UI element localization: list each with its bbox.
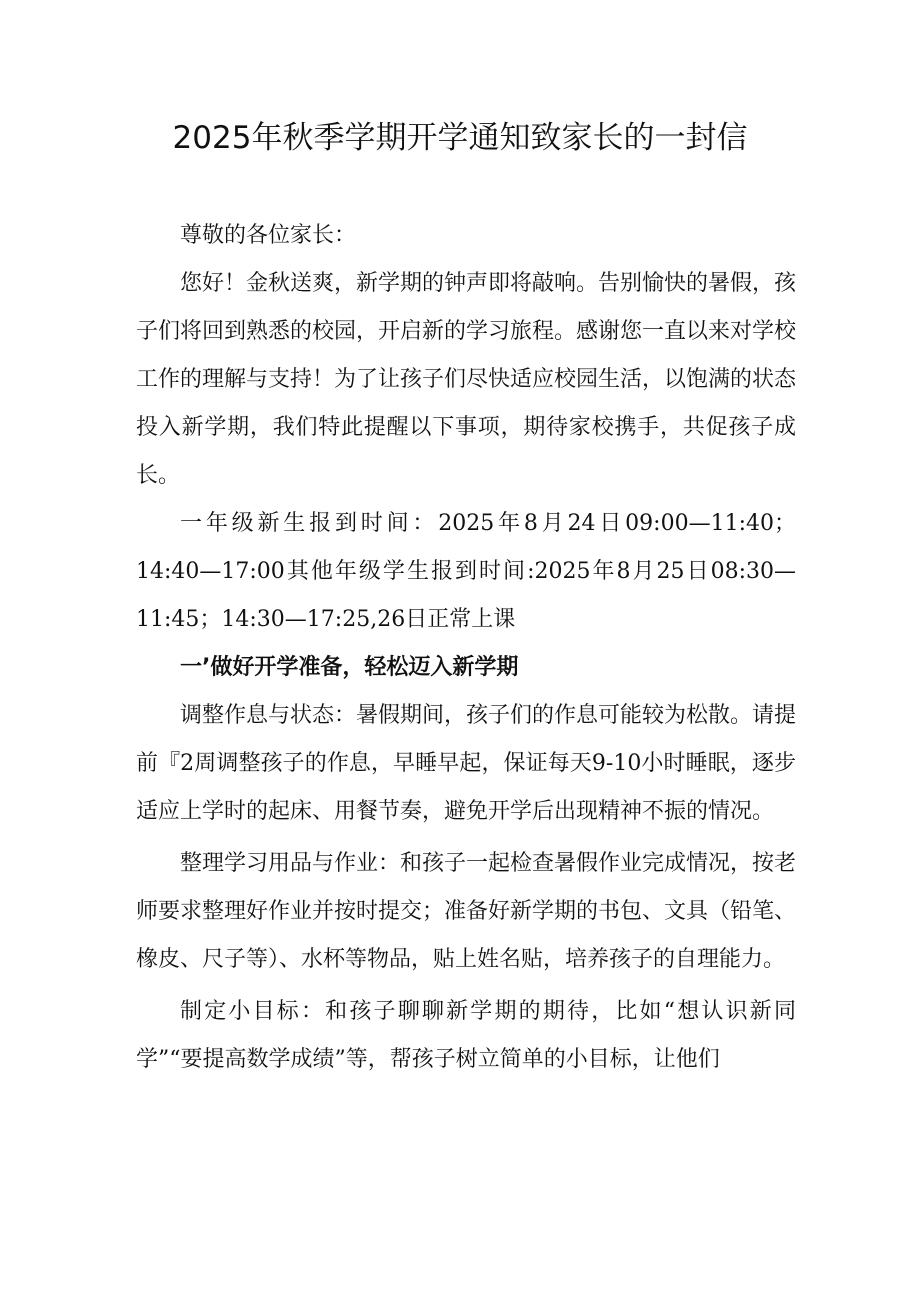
paragraph-supplies: 整理学习用品与作业：和孩子一起检查暑假作业完成情况，按老师要求整理好作业并按时提交；准备好新学期的书包、文具（铅笔、橡皮、尺子等）、水杯等物品，贴上姓名贴，培养孩子的自理能力。 <box>136 851 797 972</box>
salutation: 尊敬的各位家长： <box>180 223 357 248</box>
section-heading-1: 一’做好开学准备，轻松迈入新学期 <box>180 655 519 680</box>
document-title: 2025年秋季学期开学通知致家长的一封信 <box>172 120 748 156</box>
paragraph-greeting: 您好！金秋送爽，新学期的钟声即将敲响。告别愉快的暑假，孩子们将回到熟悉的校园，开启新的学习旅程。感谢您一直以来对学校工作的理解与支持！为了让孩子们尽快适应校园生活，以饱满的状态投入新学期，我们特此提醒以下事项，期待家校携手，共促孩子成长。 <box>136 271 797 488</box>
paragraph-goals: 制定小目标：和孩子聊聊新学期的期待，比如“想认识新同学”“要提高数学成绩”等，帮孩子树立简单的小目标，让他们 <box>136 999 796 1072</box>
paragraph-schedule: 调整作息与状态：暑假期间，孩子们的作息可能较为松散。请提前『2周调整孩子的作息，早睡早起，保证每天9-10小时睡眠，逐步适应上学时的起床、用餐节奏，避免开学后出现精神不振的情况。 <box>136 703 797 824</box>
paragraph-registration-time: 一年级新生报到时间：2025年8月24日09:00—11:40；14:40—17:00其他年级学生报到时间:2025年8月25日08:30—11:45；14:30—17:25,26日正常上课 <box>136 511 796 632</box>
document-body <box>136 212 796 1084</box>
